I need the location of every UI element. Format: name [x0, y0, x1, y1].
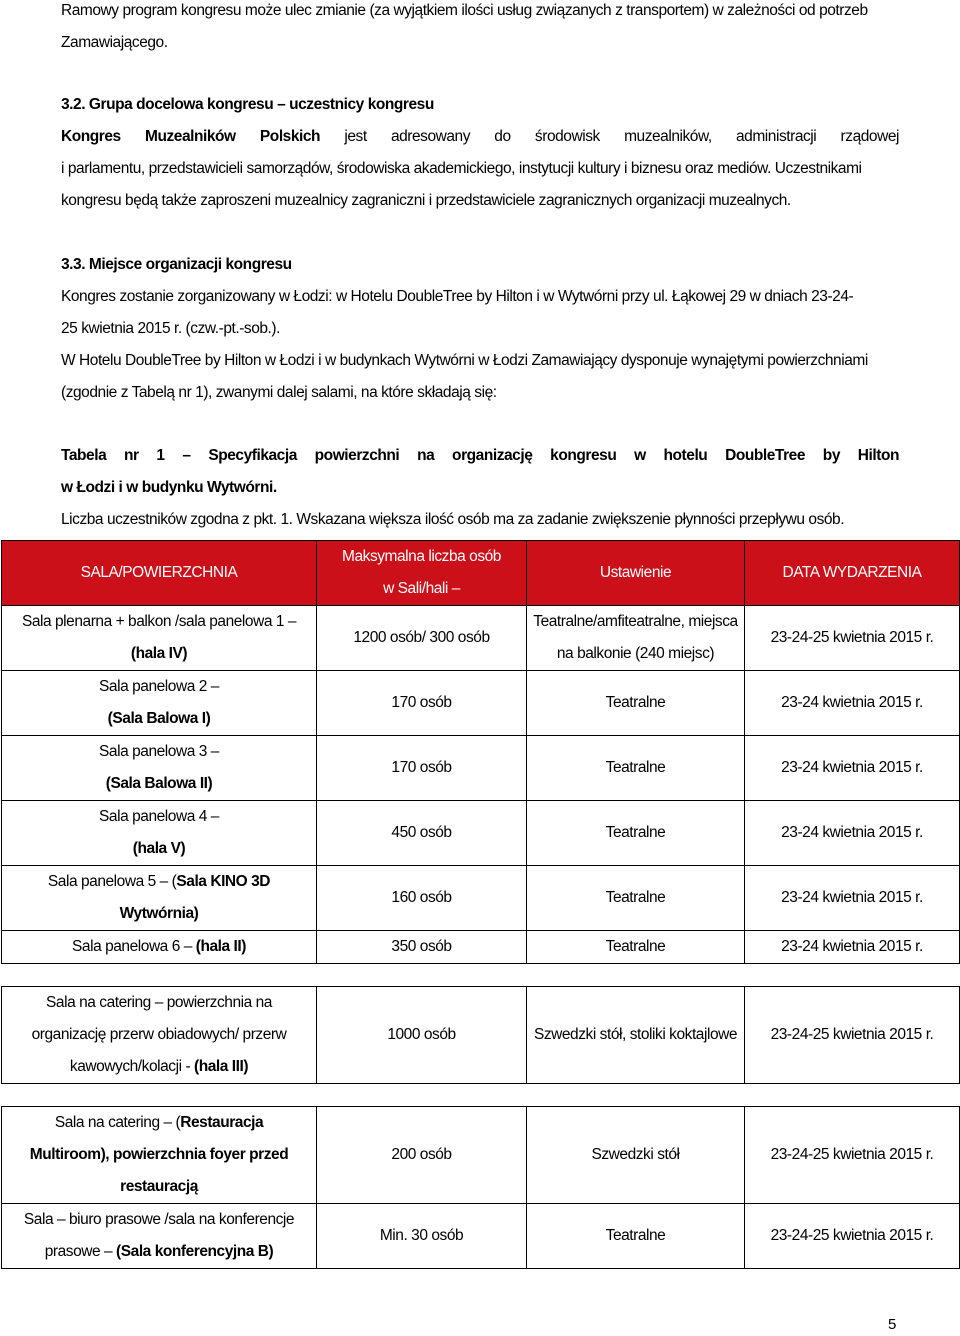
- cell-sala: [2, 801, 317, 866]
- table-row: [2, 987, 960, 1084]
- cell-sala: [2, 931, 317, 964]
- cell-sala-text: Sala panelowa 5 – (: [47, 873, 177, 890]
- cell-sala-text: kawowych/kolacji -: [69, 1058, 195, 1075]
- table-caption-line-2: w Łodzi i w budynku Wytwórni.: [61, 479, 277, 496]
- table-caption: [61, 440, 899, 536]
- cell-sala: [2, 1107, 317, 1204]
- cell-ustawienie: Teatralne: [527, 801, 745, 866]
- table-caption-note: Liczba uczestników zgodna z pkt. 1. Wskazana większa ilość osób ma za zadanie zwiększenie płynności przepływu osób.: [61, 511, 845, 528]
- cell-ustawienie: Teatralne: [527, 736, 745, 801]
- section-3-2-line-3: kongresu będą także zaproszeni muzealnicy zagraniczni i przedstawiciele zagranicznych organizacji muzealnych.: [61, 192, 791, 209]
- cell-ustawienie: Szwedzki stół, stoliki koktajlowe: [527, 987, 745, 1084]
- cell-sala-line-3: [8, 1051, 310, 1083]
- table-gap-row: [2, 1084, 960, 1107]
- cell-osoby: 170 osób: [317, 671, 527, 736]
- cell-osoby: 350 osób: [317, 931, 527, 964]
- section-3-3-line-1: Kongres zostanie zorganizowany w Łodzi: w Hotelu DoubleTree by Hilton i w Wytwórni przy ul. Łąkowej 29 w dniach 23-24-: [61, 288, 854, 305]
- cell-data: 23-24-25 kwietnia 2015 r.: [745, 1204, 960, 1269]
- cell-data: 23-24-25 kwietnia 2015 r.: [745, 1107, 960, 1204]
- cell-ustawienie: Teatralne: [527, 671, 745, 736]
- cell-data: 23-24 kwietnia 2015 r.: [745, 801, 960, 866]
- cell-data: 23-24 kwietnia 2015 r.: [745, 671, 960, 736]
- table-row: [2, 736, 960, 801]
- cell-sala-line-1: Sala panelowa 3 –: [99, 743, 219, 760]
- header-data: DATA WYDARZENIA: [745, 541, 960, 606]
- cell-ustawienie: Teatralne: [527, 1204, 745, 1269]
- page-number: 5: [888, 1316, 897, 1333]
- header-max-osob: [317, 541, 527, 606]
- cell-osoby: 160 osób: [317, 866, 527, 931]
- table-gap: [2, 1084, 960, 1107]
- venue-table: [1, 540, 960, 1269]
- header-max-line-2: w Sali/hali –: [383, 580, 460, 597]
- cell-ust-line-1: Teatralne/amfiteatralne, miejsca: [533, 613, 738, 630]
- header-sala: SALA/POWIERZCHNIA: [2, 541, 317, 606]
- cell-sala: [2, 1204, 317, 1269]
- intro-line-1: Ramowy program kongresu może ulec zmianie (za wyjątkiem ilości usług związanych z transportem) w zależności od potrzeb: [61, 2, 868, 19]
- cell-sala-line-2: organizację przerw obiadowych/ przerw: [31, 1026, 287, 1043]
- cell-sala: [2, 987, 317, 1084]
- cell-sala-line-1: Sala panelowa 2 –: [99, 678, 219, 695]
- cell-sala-line-2: (Sala Balowa II): [105, 775, 213, 792]
- section-3-3-line-2: 25 kwietnia 2015 r. (czw.-pt.-sob.).: [61, 320, 280, 337]
- cell-sala-text: prasowe –: [44, 1243, 117, 1260]
- table-caption-line-1: Tabela nr 1 – Specyfikacja powierzchni na organizację kongresu w hotelu DoubleTree by Hilton: [61, 447, 899, 464]
- table-gap: [2, 964, 960, 987]
- table-row: [2, 801, 960, 866]
- cell-data: 23-24 kwietnia 2015 r.: [745, 736, 960, 801]
- section-3-3: [61, 249, 899, 409]
- cell-sala: [2, 736, 317, 801]
- table-row: [2, 931, 960, 964]
- cell-ustawienie: [527, 606, 745, 671]
- cell-osoby: 200 osób: [317, 1107, 527, 1204]
- intro-line-2: Zamawiającego.: [61, 34, 168, 51]
- cell-sala-line-2: (Sala Balowa I): [107, 710, 211, 727]
- cell-sala-text: Sala na catering – (: [54, 1114, 181, 1131]
- section-3-3-heading: 3.3. Miejsce organizacji kongresu: [61, 256, 292, 273]
- table-row: [2, 671, 960, 736]
- cell-ust-line-2: na balkonie (240 miejsc): [556, 645, 715, 662]
- cell-sala-bold: (hala III): [194, 1058, 249, 1075]
- cell-data: 23-24-25 kwietnia 2015 r.: [745, 987, 960, 1084]
- cell-sala-line-1: [8, 866, 310, 898]
- section-3-2-bold: Kongres Muzealników Polskich: [61, 128, 321, 145]
- cell-osoby: 1000 osób: [317, 987, 527, 1084]
- cell-ustawienie: Teatralne: [527, 931, 745, 964]
- cell-sala-line-2: Multiroom), powierzchnia foyer przed: [29, 1146, 289, 1163]
- header-ustawienie: Ustawienie: [527, 541, 745, 606]
- cell-sala-line-1: Sala plenarna + balkon /sala panelowa 1 –: [21, 613, 297, 630]
- cell-sala-line-1: Sala panelowa 4 –: [99, 808, 219, 825]
- intro-paragraph: [61, 0, 899, 59]
- section-3-2-line-2: i parlamentu, przedstawicieli samorządów, środowiska akademickiego, instytucji kultury i biznesu oraz mediów. Uczestnikami: [61, 160, 862, 177]
- cell-data: 23-24-25 kwietnia 2015 r.: [745, 606, 960, 671]
- table-gap-row: [2, 964, 960, 987]
- table-row: [2, 606, 960, 671]
- cell-osoby: Min. 30 osób: [317, 1204, 527, 1269]
- section-3-2-line-1: [61, 121, 899, 153]
- section-3-3-line-3: W Hotelu DoubleTree by Hilton w Łodzi i w budynkach Wytwórni w Łodzi Zamawiający dysponuje wynajętymi powierzchniami: [61, 352, 868, 369]
- cell-sala-line-3: restauracją: [120, 1178, 198, 1195]
- table-header-row: [2, 541, 960, 606]
- cell-sala-line-1: [8, 1107, 310, 1139]
- cell-sala: [2, 671, 317, 736]
- table-row: [2, 1107, 960, 1204]
- table-row: [2, 1204, 960, 1269]
- cell-osoby: 170 osób: [317, 736, 527, 801]
- cell-osoby: 1200 osób/ 300 osób: [317, 606, 527, 671]
- cell-data: 23-24 kwietnia 2015 r.: [745, 931, 960, 964]
- cell-sala-text: Sala panelowa 6 –: [72, 938, 196, 955]
- cell-sala-line-1: Sala – biuro prasowe /sala na konferencje: [23, 1211, 295, 1228]
- cell-sala-line-2: [8, 1236, 310, 1268]
- header-max-line-1: Maksymalna liczba osób: [342, 548, 501, 565]
- cell-ustawienie: Teatralne: [527, 866, 745, 931]
- cell-sala: [2, 866, 317, 931]
- cell-sala-line-2: (hala V): [132, 840, 186, 857]
- cell-ustawienie: Szwedzki stół: [527, 1107, 745, 1204]
- cell-data: 23-24 kwietnia 2015 r.: [745, 866, 960, 931]
- cell-osoby: 450 osób: [317, 801, 527, 866]
- section-3-2: [61, 89, 899, 217]
- cell-sala-bold: (Sala konferencyjna B): [116, 1243, 274, 1260]
- cell-sala-bold: Sala KINO 3D: [176, 873, 271, 890]
- cell-sala-bold: Restauracja: [180, 1114, 264, 1131]
- section-3-2-heading: 3.2. Grupa docelowa kongresu – uczestnicy kongresu: [61, 96, 434, 113]
- cell-sala-line-1: Sala na catering – powierzchnia na: [46, 994, 272, 1011]
- section-3-2-line-1-rest: jest adresowany do środowisk muzealników, administracji rządowej: [320, 128, 899, 145]
- cell-sala-line-2: Wytwórnia): [119, 905, 199, 922]
- cell-sala-line-2: (hala IV): [130, 645, 188, 662]
- table-row: [2, 866, 960, 931]
- cell-sala-bold: (hala II): [195, 938, 246, 955]
- cell-sala: [2, 606, 317, 671]
- section-3-3-line-4: (zgodnie z Tabelą nr 1), zwanymi dalej salami, na które składają się:: [61, 384, 497, 401]
